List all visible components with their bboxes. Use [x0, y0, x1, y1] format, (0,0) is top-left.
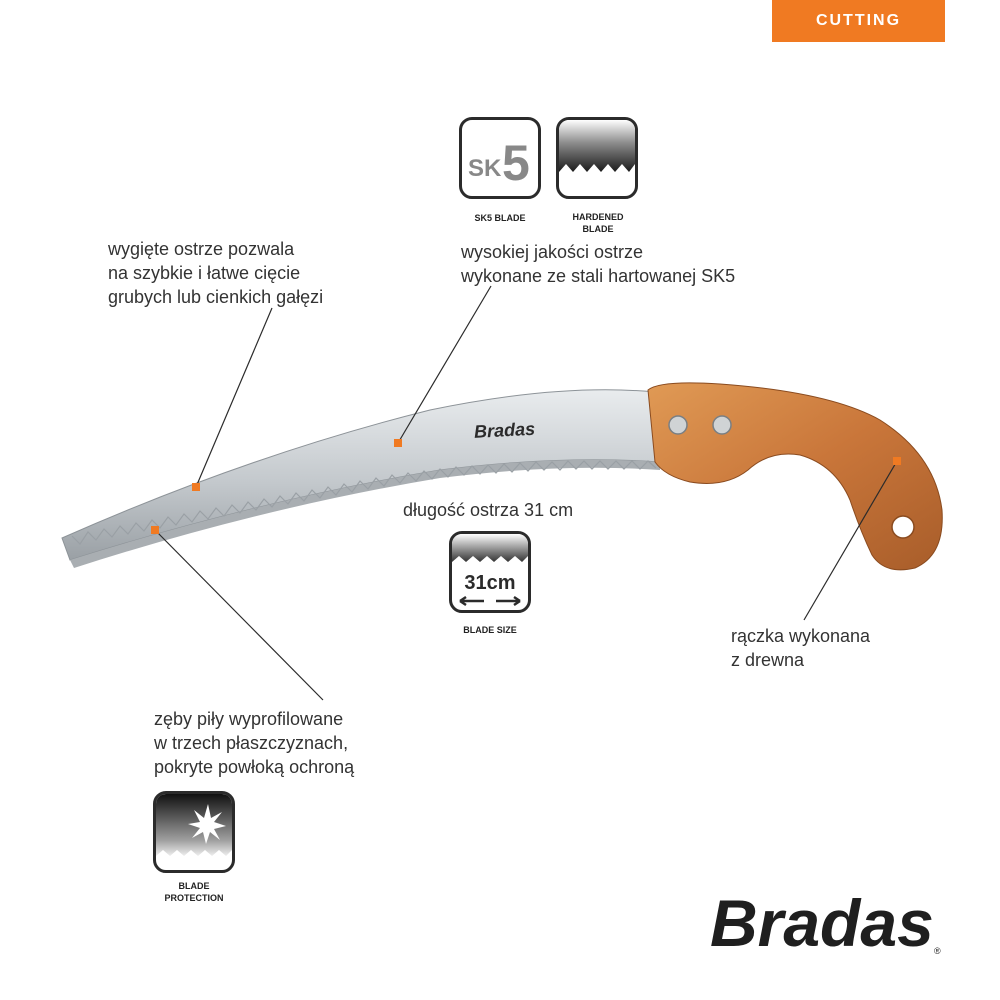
feature-text-line: wygięte ostrze pozwala — [108, 239, 295, 259]
saw-handle — [648, 383, 942, 570]
arrow-left-icon — [460, 597, 484, 605]
protection-caption-line2: PROTECTION — [164, 893, 224, 903]
blade-size-caption: BLADE SIZE — [463, 625, 517, 635]
feature-text-line: pokryte powłoką ochroną — [154, 757, 355, 777]
blade-size-value: 31cm — [464, 572, 516, 594]
feature-text-line: z drewna — [731, 650, 805, 670]
feature-text-line: wykonane ze stali hartowanej SK5 — [461, 266, 736, 286]
callout-line — [155, 530, 323, 700]
feature-blade-length: długość ostrza 31 cm — [403, 500, 574, 520]
blade-brand-logo: Bradas — [473, 418, 536, 442]
arrow-right-icon — [496, 597, 520, 605]
protection-caption-line1: BLADE — [178, 881, 210, 891]
hardened-caption-line2: BLADE — [582, 224, 614, 234]
feature-text-line: grubych lub cienkich gałęzi — [108, 287, 324, 307]
feature-text-line: zęby piły wyprofilowane — [154, 709, 344, 729]
sk5-icon-small-text: SK — [468, 155, 502, 182]
feature-text-line: wysokiej jakości ostrze — [461, 242, 644, 262]
callout-marker — [192, 483, 200, 491]
category-label: CUTTING — [815, 12, 902, 29]
feature-text-line: na szybkie i łatwe cięcie — [108, 263, 301, 283]
callout-marker — [893, 457, 901, 465]
handle-hang-hole — [892, 516, 914, 538]
feature-text-line: rączka wykonana — [731, 626, 871, 646]
sk5-blade-caption: SK5 BLADE — [474, 213, 526, 223]
feature-text-line: w trzech płaszczyznach, — [154, 733, 349, 753]
blade-size-icon — [449, 531, 531, 613]
blade-protection-caption — [149, 880, 239, 904]
handle-rivet — [669, 416, 687, 434]
brand-logo — [708, 884, 944, 965]
sk5-icon-big-text: 5 — [502, 135, 530, 191]
saw-blade — [62, 390, 660, 560]
callout-marker — [151, 526, 159, 534]
callout-marker — [394, 439, 402, 447]
brand-logo-text: Bradas — [710, 886, 934, 960]
hardened-caption-line1: HARDENED — [572, 212, 624, 222]
handle-rivet — [713, 416, 731, 434]
blade-protection-icon — [153, 791, 235, 873]
registered-mark: ® — [934, 946, 941, 956]
